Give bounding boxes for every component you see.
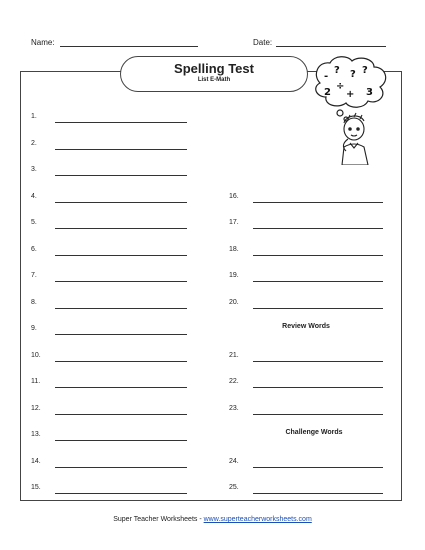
kid-thinking-math-icon [310, 53, 392, 165]
footer-link[interactable]: www.superteacherworksheets.com [203, 516, 312, 523]
answer-line[interactable] [55, 122, 187, 123]
answer-line[interactable] [55, 281, 187, 282]
answer-line[interactable] [55, 467, 187, 468]
answer-line[interactable] [253, 361, 383, 362]
item-number: 16. [229, 193, 239, 200]
item-number: 6. [31, 246, 37, 253]
answer-line[interactable] [253, 255, 383, 256]
answer-row [31, 219, 187, 233]
answer-line[interactable] [253, 414, 383, 415]
item-number: 2. [31, 140, 37, 147]
item-number: 15. [31, 484, 41, 491]
answer-row [31, 113, 187, 127]
clip-symbol: 2 [324, 87, 331, 98]
answer-row [229, 484, 383, 498]
answer-line[interactable] [253, 228, 383, 229]
name-field[interactable] [60, 46, 198, 47]
answer-row [229, 378, 383, 392]
item-number: 14. [31, 458, 41, 465]
answer-line[interactable] [55, 149, 187, 150]
answer-row [31, 431, 187, 445]
answer-line[interactable] [55, 202, 187, 203]
item-number: 25. [229, 484, 239, 491]
answer-row [31, 378, 187, 392]
answer-line[interactable] [55, 308, 187, 309]
answer-line[interactable] [55, 334, 187, 335]
answer-row [31, 246, 187, 260]
clip-symbol: 3 [366, 87, 373, 98]
clip-symbol: ? [350, 69, 356, 80]
answer-line[interactable] [55, 228, 187, 229]
answer-line[interactable] [253, 493, 383, 494]
answer-line[interactable] [253, 467, 383, 468]
item-number: 5. [31, 219, 37, 226]
clip-symbol: ? [334, 65, 340, 76]
item-number: 22. [229, 378, 239, 385]
answer-row [31, 140, 187, 154]
answer-line[interactable] [55, 175, 187, 176]
answer-row [229, 219, 383, 233]
answer-line[interactable] [253, 202, 383, 203]
title-banner [120, 56, 308, 92]
name-label: Name: [31, 38, 55, 47]
item-number: 9. [31, 325, 37, 332]
answer-row [31, 352, 187, 366]
item-number: 19. [229, 272, 239, 279]
answer-row [229, 193, 383, 207]
footer-text: Super Teacher Worksheets - [113, 516, 204, 523]
challenge-words-heading: Challenge Words [285, 429, 343, 436]
answer-row [229, 405, 383, 419]
answer-row [229, 352, 383, 366]
page-title: Spelling Test [174, 61, 254, 76]
answer-row [31, 299, 187, 313]
date-field[interactable] [276, 46, 386, 47]
answer-line[interactable] [55, 414, 187, 415]
item-number: 10. [31, 352, 41, 359]
footer [0, 516, 425, 523]
answer-row [31, 325, 187, 339]
answer-line[interactable] [55, 255, 187, 256]
answer-row [229, 299, 383, 313]
item-number: 1. [31, 113, 37, 120]
item-number: 12. [31, 405, 41, 412]
answer-line[interactable] [253, 387, 383, 388]
clip-symbol: + [346, 89, 355, 100]
answer-line[interactable] [55, 440, 187, 441]
item-number: 17. [229, 219, 239, 226]
clip-symbol: ÷ [336, 81, 345, 92]
answer-line[interactable] [55, 361, 187, 362]
answer-row [31, 166, 187, 180]
answer-row [31, 458, 187, 472]
date-label: Date: [253, 38, 273, 47]
item-number: 11. [31, 378, 41, 385]
review-words-heading: Review Words [282, 323, 330, 330]
item-number: 24. [229, 458, 239, 465]
answer-row [31, 484, 187, 498]
item-number: 20. [229, 299, 239, 306]
item-number: 4. [31, 193, 37, 200]
answer-row [31, 193, 187, 207]
answer-row [229, 246, 383, 260]
answer-row [31, 405, 187, 419]
answer-row [229, 272, 383, 286]
answer-row [31, 272, 187, 286]
answer-line[interactable] [253, 281, 383, 282]
item-number: 23. [229, 405, 239, 412]
item-number: 7. [31, 272, 37, 279]
item-number: 3. [31, 166, 37, 173]
page-subtitle: List E-Math [197, 77, 231, 83]
clip-symbol: ? [362, 65, 368, 76]
answer-line[interactable] [253, 308, 383, 309]
clip-symbol: - [324, 71, 329, 82]
item-number: 8. [31, 299, 37, 306]
answer-line[interactable] [55, 493, 187, 494]
item-number: 18. [229, 246, 239, 253]
answer-row [229, 458, 383, 472]
item-number: 13. [31, 431, 41, 438]
answer-line[interactable] [55, 387, 187, 388]
item-number: 21. [229, 352, 239, 359]
